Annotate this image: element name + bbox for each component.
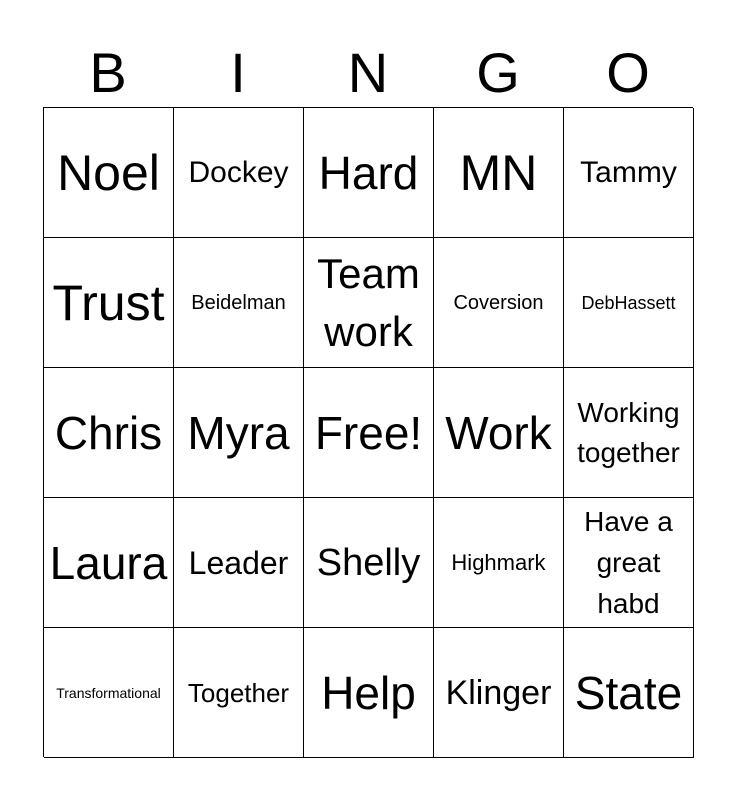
- bingo-cell-r1-c5[interactable]: [564, 108, 694, 238]
- bingo-cell-r3-c1[interactable]: [44, 368, 174, 498]
- bingo-cell-r2-c1[interactable]: [44, 238, 174, 368]
- cell-label: State: [574, 666, 683, 719]
- bingo-header: [43, 38, 693, 108]
- cell-label: Dockey: [188, 155, 289, 189]
- cell-label: DebHassett: [581, 292, 676, 313]
- bingo-cell-r2-c3[interactable]: [304, 238, 434, 368]
- bingo-cell-r3-c4[interactable]: [434, 368, 564, 498]
- cell-label: Working together: [577, 396, 680, 468]
- bingo-cell-r5-c5[interactable]: [564, 628, 694, 758]
- cell-label: Beidelman: [191, 291, 286, 314]
- cell-label: Free!: [314, 406, 423, 459]
- bingo-cell-r5-c3[interactable]: [304, 628, 434, 758]
- bingo-cell-r5-c1[interactable]: [44, 628, 174, 758]
- cell-label: Trust: [52, 274, 165, 331]
- cell-label: Myra: [187, 406, 290, 459]
- header-letter-g: G: [476, 41, 520, 104]
- cell-label: MN: [459, 144, 538, 201]
- cell-label: Transformational: [56, 684, 161, 701]
- cell-label: Chris: [54, 406, 163, 459]
- cell-label: Help: [321, 666, 416, 719]
- bingo-cell-r2-c4[interactable]: [434, 238, 564, 368]
- bingo-cell-r1-c4[interactable]: [434, 108, 564, 238]
- bingo-cell-r4-c1[interactable]: [44, 498, 174, 628]
- cell-label: Tammy: [580, 155, 677, 189]
- cell-label: Work: [445, 406, 552, 459]
- bingo-cell-r5-c4[interactable]: [434, 628, 564, 758]
- cell-label: Highmark: [451, 549, 546, 575]
- bingo-cell-r3-c2[interactable]: [174, 368, 304, 498]
- cell-label: Together: [187, 677, 290, 708]
- bingo-cell-r4-c5[interactable]: [564, 498, 694, 628]
- bingo-cell-r1-c1[interactable]: [44, 108, 174, 238]
- header-letter-o: O: [606, 41, 650, 104]
- bingo-cell-r4-c2[interactable]: [174, 498, 304, 628]
- bingo-card: [43, 107, 693, 757]
- cell-label: Klinger: [445, 673, 552, 712]
- header-letter-b: B: [89, 41, 127, 104]
- bingo-cell-r2-c2[interactable]: [174, 238, 304, 368]
- bingo-cell-r2-c5[interactable]: [564, 238, 694, 368]
- cell-label: Noel: [57, 144, 160, 201]
- cell-label: Coversion: [453, 291, 544, 314]
- cell-label: Team work: [317, 249, 420, 355]
- bingo-cell-r1-c2[interactable]: [174, 108, 304, 238]
- bingo-cell-r3-c3[interactable]: [304, 368, 434, 498]
- bingo-cell-r1-c3[interactable]: [304, 108, 434, 238]
- cell-label: Have a great habd: [584, 506, 673, 619]
- bingo-cell-r4-c3[interactable]: [304, 498, 434, 628]
- bingo-cell-r3-c5[interactable]: [564, 368, 694, 498]
- cell-label: Hard: [318, 146, 419, 199]
- cell-label: Shelly: [316, 541, 421, 584]
- header-letter-n: N: [347, 41, 389, 104]
- cell-label: Laura: [49, 536, 168, 589]
- bingo-cell-r5-c2[interactable]: [174, 628, 304, 758]
- cell-label: Leader: [188, 544, 289, 581]
- bingo-cell-r4-c4[interactable]: [434, 498, 564, 628]
- header-letter-i: I: [230, 41, 246, 104]
